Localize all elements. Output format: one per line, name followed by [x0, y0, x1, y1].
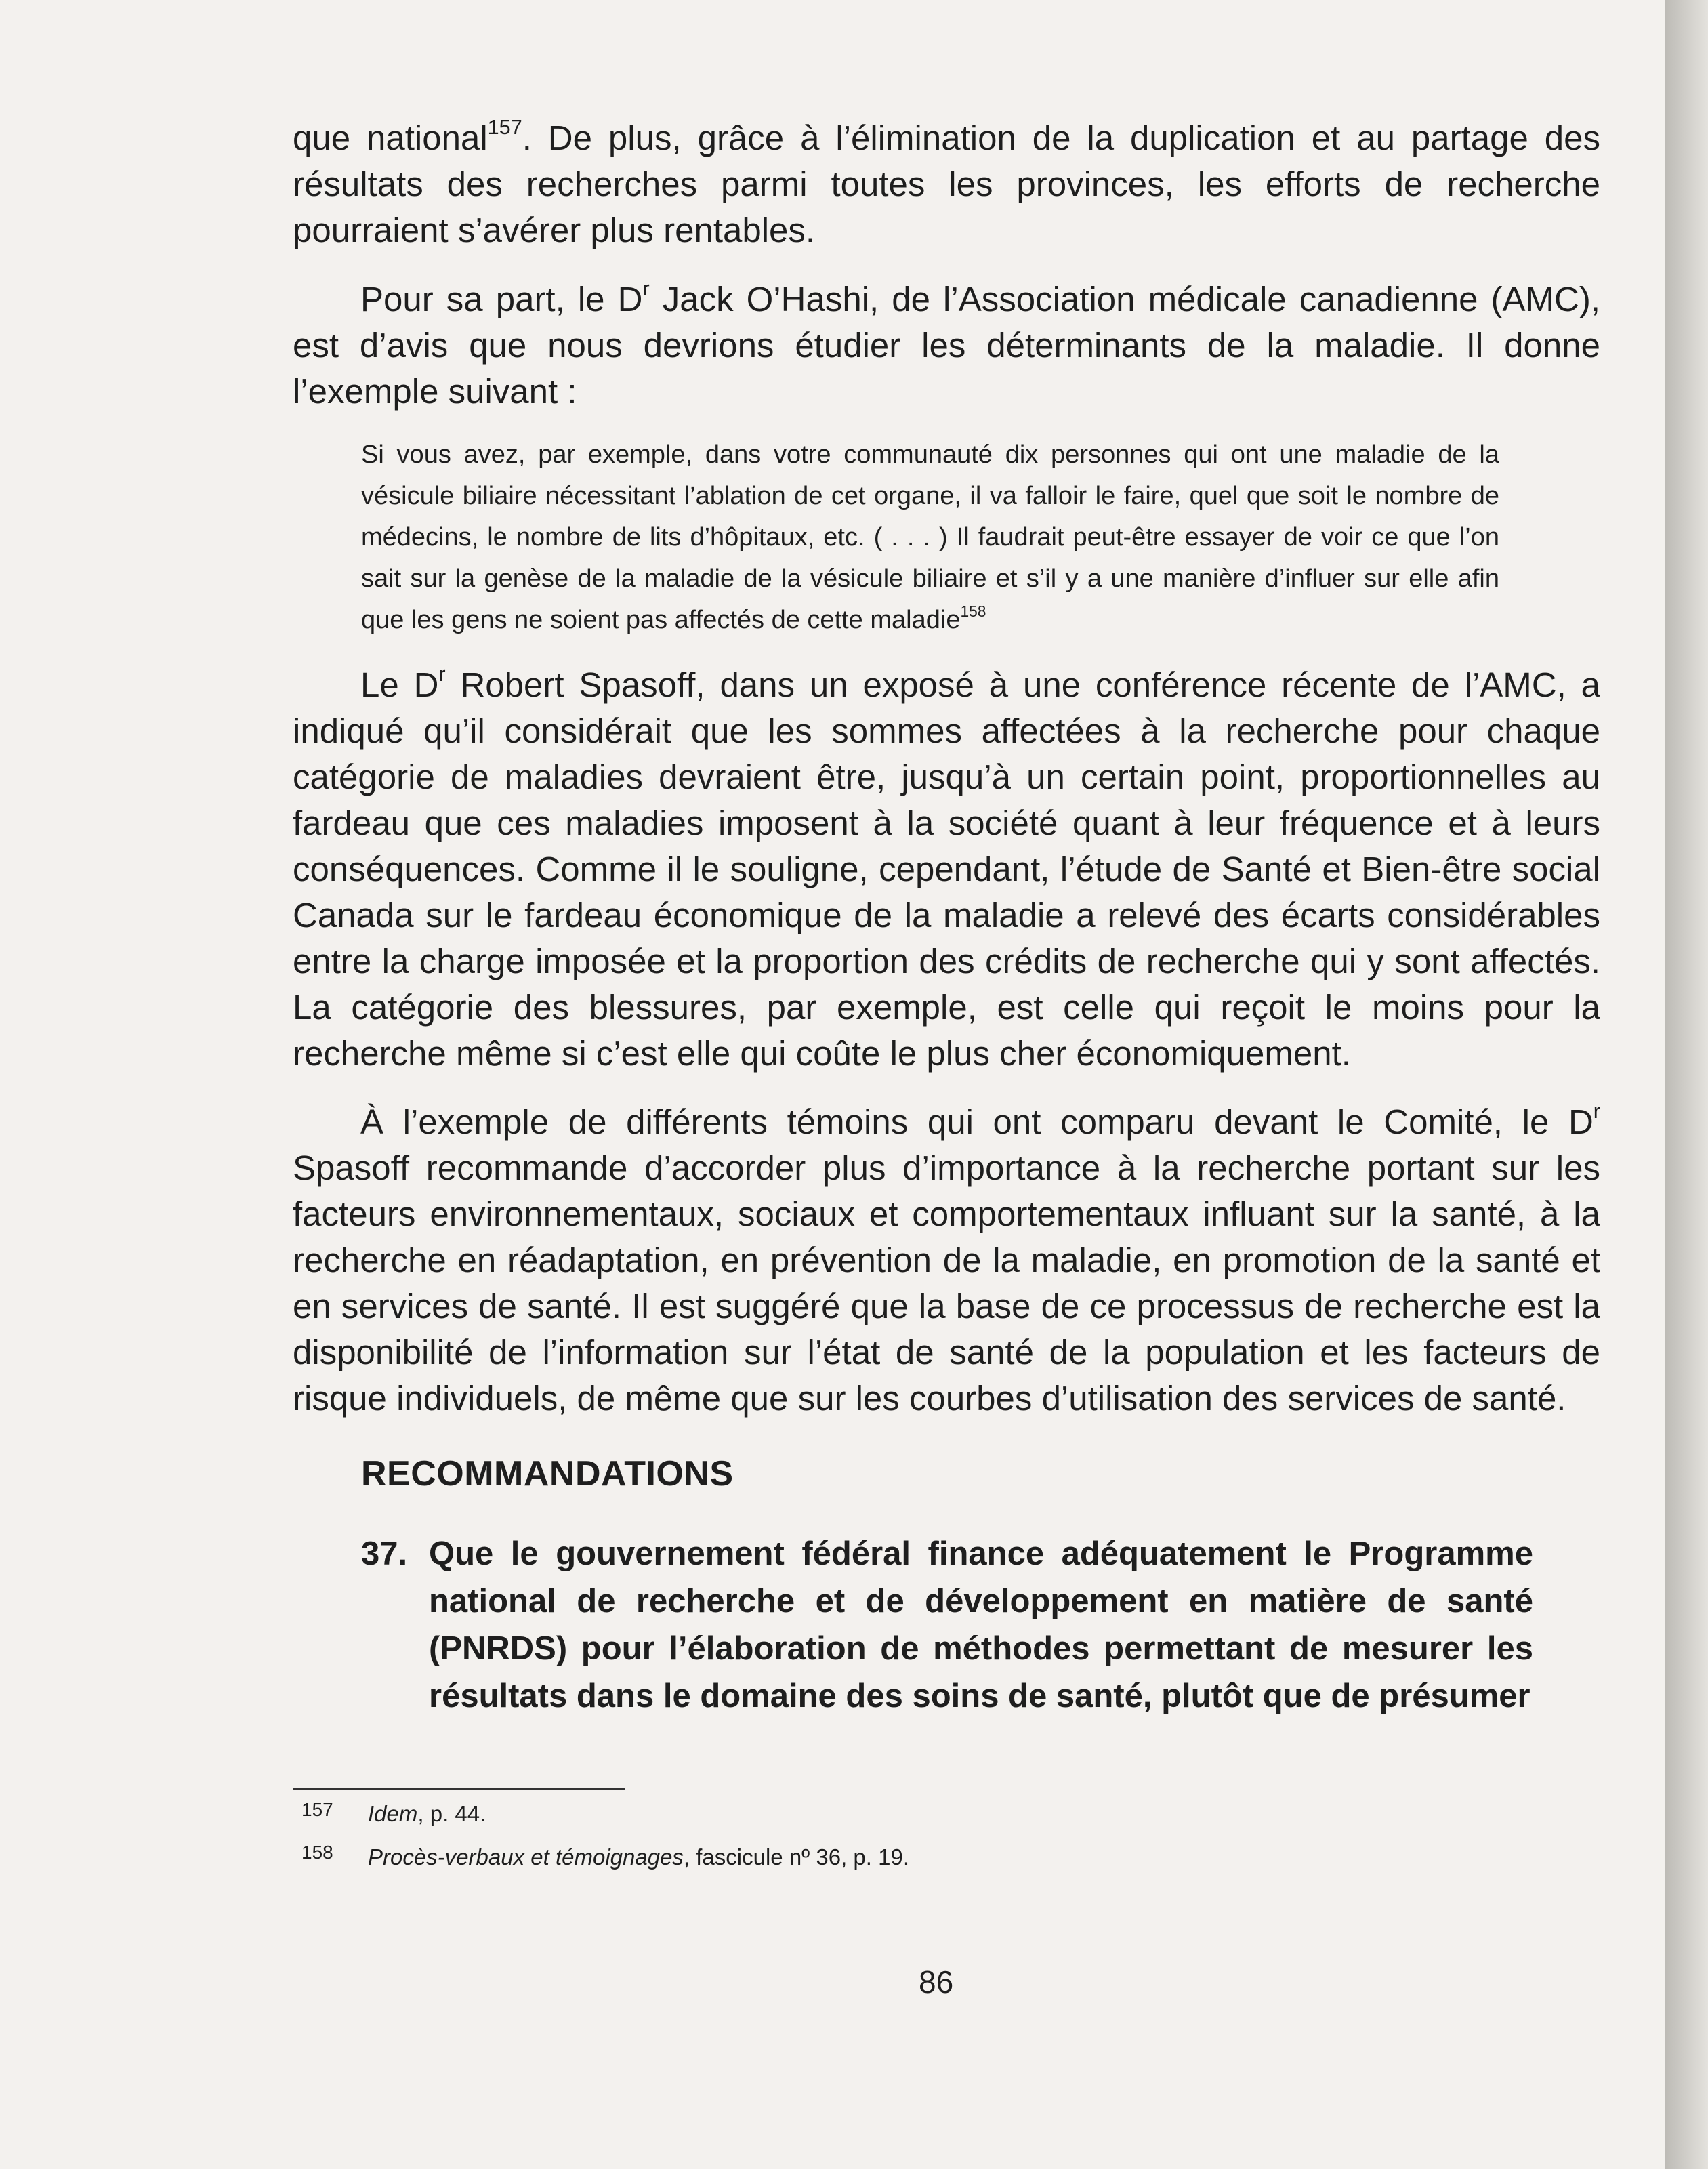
footnote-text: [368, 1844, 909, 1870]
paragraph-4-text-b: Spasoff recommande d’accorder plus d’importance à la recherche portant sur les facteurs environnementaux, sociaux et comportementaux influant sur la santé, à la recherche en réadaptation, en prévention de la maladie, en promotion de la santé et en services de santé. Il est suggéré que la base de ce processus de recherche est la disponibilité de l’information sur l’état de santé de la population et les facteurs de risque individuels, de même que sur les courbes d’utilisation des services de santé.: [293, 1149, 1600, 1418]
paragraph-3-text-b: Robert Spasoff, dans un exposé à une conférence récente de l’AMC, a indiqué qu’il considérait que les sommes affectées à la recherche pour chaque catégorie de maladies devraient être, jusqu’à un certain point, proportionnelles au fardeau que ces maladies imposent à la société quant à leur fréquence et à leurs conséquences. Comme il le souligne, cependant, l’étude de Santé et Bien-être social Canada sur le fardeau économique de la maladie a relevé des écarts considérables entre la charge imposée et la proportion des crédits de recherche qui y sont affectés. La catégorie des blessures, par exemple, est celle qui reçoit le moins pour la recherche même si c’est elle qui coûte le plus cher économiquement.: [293, 665, 1601, 1073]
footnote-ref-157: 157: [487, 116, 522, 140]
page-edge-shadow: [1665, 0, 1708, 2169]
paragraph-4-text-a: À l’exemple de différents témoins qui ont comparu devant le Comité, le D: [360, 1102, 1594, 1141]
paragraph-2: [293, 276, 1600, 415]
footnote-title: Idem: [368, 1801, 418, 1826]
footnote-divider: [293, 1788, 625, 1790]
recommendation-text: Que le gouvernement fédéral finance adéquatement le Programme national de recherche et de développement en matière de santé (PNRDS) pour l’élaboration de méthodes permettant de mesurer les résultats dans le domaine des soins de santé, plutôt que de présumer: [429, 1535, 1533, 1714]
paragraph-1: [293, 115, 1600, 253]
recommendation-number: 37.: [361, 1535, 408, 1572]
doctor-abbrev-sup: r: [642, 277, 650, 301]
footnote-rest: , p. 44.: [417, 1801, 486, 1826]
paragraph-1-text-a: que national: [293, 119, 488, 157]
block-quote: [361, 434, 1499, 641]
paragraph-3: [293, 662, 1600, 1077]
footnote-title: Procès-verbaux et témoignages: [368, 1844, 684, 1870]
footnote-rest: , fascicule nº 36, p. 19.: [683, 1844, 909, 1870]
paragraph-3-text-a: Le D: [360, 665, 439, 704]
footnote-number: 158: [301, 1842, 333, 1863]
paragraph-1-text-b: . De plus, grâce à l’élimination de la duplication et au partage des résultats des recherches parmi toutes les provinces, les efforts de recherche pourraient s’avérer plus rentables.: [293, 119, 1600, 249]
footnote-ref-158: 158: [960, 602, 986, 620]
paragraph-2-text-b: Jack O’Hashi, de l’Association médicale canadienne (AMC), est d’avis que nous devrions étudier les déterminants de la maladie. Il donne l’exemple suivant :: [293, 280, 1601, 411]
footnote-text: [368, 1801, 486, 1827]
recommendations-heading: RECOMMANDATIONS: [361, 1454, 734, 1493]
doctor-abbrev-sup: r: [438, 663, 446, 686]
paragraph-2-text-a: Pour sa part, le D: [360, 280, 643, 318]
doctor-abbrev-sup: r: [1593, 1100, 1600, 1123]
footnote-number: 157: [301, 1799, 333, 1820]
paragraph-4: [293, 1099, 1600, 1422]
page-number: 86: [919, 1964, 954, 2000]
block-quote-text: Si vous avez, par exemple, dans votre communauté dix personnes qui ont une maladie de la vésicule biliaire nécessitant l’ablation de cet organe, il va falloir le faire, quel que soit le nombre de médecins, le nombre de lits d’hôpitaux, etc. ( . . . ) Il faudrait peut-être essayer de voir ce que l’on sait sur la genèse de la maladie de la vésicule biliaire et s’il y a une manière d’influer sur elle afin que les gens ne soient pas affectés de cette maladie: [361, 440, 1499, 634]
